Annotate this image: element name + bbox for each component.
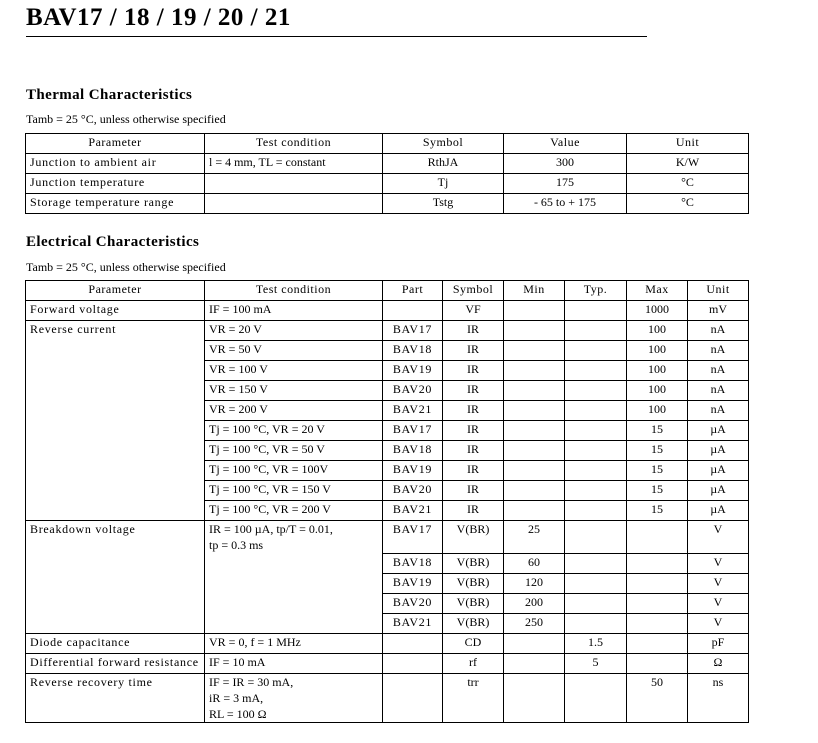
min-cell	[504, 633, 565, 653]
max-cell: 15	[627, 461, 688, 481]
symbol-cell: IR	[443, 481, 504, 501]
unit-cell: nA	[688, 361, 749, 381]
condition-line: RL = 100 Ω	[209, 706, 267, 721]
condition-cell: VR = 0, f = 1 MHz	[205, 633, 383, 653]
min-cell: 60	[504, 553, 565, 573]
param-cell	[26, 381, 205, 401]
max-cell	[627, 593, 688, 613]
title-underline	[26, 36, 647, 37]
min-cell	[504, 501, 565, 521]
condition-cell	[205, 573, 383, 593]
table-row	[26, 593, 749, 613]
min-cell	[504, 461, 565, 481]
table-row	[26, 441, 749, 461]
min-cell: 25	[504, 521, 565, 554]
header-cell: Symbol	[443, 281, 504, 301]
typ-cell	[565, 341, 627, 361]
max-cell	[627, 633, 688, 653]
unit-cell: nA	[688, 381, 749, 401]
table-header-row	[26, 281, 749, 301]
part-cell: BAV19	[383, 461, 443, 481]
part-cell: BAV21	[383, 613, 443, 633]
max-cell: 50	[627, 673, 688, 722]
part-cell: BAV17	[383, 521, 443, 554]
table-row	[26, 154, 749, 174]
part-cell: BAV19	[383, 361, 443, 381]
typ-cell	[565, 461, 627, 481]
unit-cell: nA	[688, 321, 749, 341]
min-cell: 200	[504, 593, 565, 613]
table-row	[26, 321, 749, 341]
typ-cell	[565, 481, 627, 501]
param-cell	[26, 553, 205, 573]
table-row	[26, 481, 749, 501]
symbol-cell: IR	[443, 361, 504, 381]
max-cell	[627, 613, 688, 633]
typ-cell	[565, 553, 627, 573]
condition-cell: Tj = 100 °C, VR = 200 V	[205, 501, 383, 521]
header-cell: Parameter	[26, 134, 205, 154]
param-cell: Reverse recovery time	[26, 673, 205, 722]
table-row	[26, 633, 749, 653]
symbol-cell: IR	[443, 461, 504, 481]
unit-cell: V	[688, 573, 749, 593]
table-row	[26, 341, 749, 361]
typ-cell	[565, 521, 627, 554]
unit-cell: V	[688, 613, 749, 633]
max-cell: 100	[627, 401, 688, 421]
typ-cell	[565, 301, 627, 321]
part-cell: BAV20	[383, 593, 443, 613]
unit-cell: µA	[688, 501, 749, 521]
condition-cell	[205, 194, 383, 214]
unit-cell: ns	[688, 673, 749, 722]
table-row	[26, 653, 749, 673]
table-row	[26, 361, 749, 381]
max-cell: 100	[627, 381, 688, 401]
part-cell: BAV18	[383, 341, 443, 361]
unit-cell: µA	[688, 461, 749, 481]
symbol-cell: IR	[443, 381, 504, 401]
param-cell	[26, 361, 205, 381]
max-cell: 15	[627, 501, 688, 521]
typ-cell	[565, 381, 627, 401]
condition-cell	[205, 521, 383, 554]
condition-cell: VR = 50 V	[205, 341, 383, 361]
param-cell	[26, 441, 205, 461]
condition-cell: VR = 200 V	[205, 401, 383, 421]
header-cell: Parameter	[26, 281, 205, 301]
header-cell: Unit	[688, 281, 749, 301]
table-row	[26, 194, 749, 214]
condition-cell: VR = 20 V	[205, 321, 383, 341]
symbol-cell: V(BR)	[443, 573, 504, 593]
electrical-table	[25, 280, 749, 723]
min-cell	[504, 301, 565, 321]
value-cell: 175	[504, 174, 627, 194]
typ-cell	[565, 573, 627, 593]
part-cell: BAV19	[383, 573, 443, 593]
min-cell	[504, 421, 565, 441]
condition-line: IF = IR = 30 mA,	[209, 674, 294, 689]
header-cell: Part	[383, 281, 443, 301]
part-cell	[383, 633, 443, 653]
table-row	[26, 501, 749, 521]
header-cell: Test condition	[205, 134, 383, 154]
header-cell: Typ.	[565, 281, 627, 301]
condition-cell: IF = 10 mA	[205, 653, 383, 673]
param-cell	[26, 341, 205, 361]
condition-cell: Tj = 100 °C, VR = 100V	[205, 461, 383, 481]
param-cell	[26, 481, 205, 501]
table-row	[26, 573, 749, 593]
symbol-cell: IR	[443, 441, 504, 461]
typ-cell	[565, 673, 627, 722]
table-header-row	[26, 134, 749, 154]
condition-cell	[205, 673, 383, 722]
table-row	[26, 521, 749, 554]
min-cell: 250	[504, 613, 565, 633]
condition-cell: l = 4 mm, TL = constant	[205, 154, 383, 174]
min-cell	[504, 673, 565, 722]
condition-cell	[205, 553, 383, 573]
symbol-cell: rf	[443, 653, 504, 673]
unit-cell: V	[688, 521, 749, 554]
param-cell: Forward voltage	[26, 301, 205, 321]
thermal-section-title: Thermal Characteristics	[26, 87, 193, 103]
condition-cell	[205, 174, 383, 194]
symbol-cell: V(BR)	[443, 521, 504, 554]
typ-cell	[565, 401, 627, 421]
part-cell	[383, 673, 443, 722]
param-cell	[26, 593, 205, 613]
min-cell	[504, 361, 565, 381]
condition-cell: Tj = 100 °C, VR = 20 V	[205, 421, 383, 441]
max-cell: 15	[627, 481, 688, 501]
table-row	[26, 613, 749, 633]
condition-cell	[205, 613, 383, 633]
param-cell: Differential forward resistance	[26, 653, 205, 673]
symbol-cell: VF	[443, 301, 504, 321]
symbol-cell: CD	[443, 633, 504, 653]
unit-cell: nA	[688, 341, 749, 361]
unit-cell: Ω	[688, 653, 749, 673]
param-cell	[26, 461, 205, 481]
part-cell: BAV20	[383, 481, 443, 501]
min-cell	[504, 481, 565, 501]
part-cell: BAV17	[383, 321, 443, 341]
max-cell: 15	[627, 421, 688, 441]
typ-cell	[565, 613, 627, 633]
value-cell: 300	[504, 154, 627, 174]
unit-cell: nA	[688, 401, 749, 421]
header-cell: Test condition	[205, 281, 383, 301]
unit-cell: µA	[688, 421, 749, 441]
condition-cell: VR = 100 V	[205, 361, 383, 381]
symbol-cell: Tj	[383, 174, 504, 194]
part-cell: BAV17	[383, 421, 443, 441]
document-title: BAV17 / 18 / 19 / 20 / 21	[26, 4, 291, 31]
symbol-cell: IR	[443, 401, 504, 421]
table-row	[26, 174, 749, 194]
typ-cell	[565, 421, 627, 441]
min-cell	[504, 341, 565, 361]
param-cell	[26, 401, 205, 421]
table-row	[26, 421, 749, 441]
part-cell: BAV21	[383, 401, 443, 421]
condition-line: iR = 3 mA,	[209, 690, 264, 705]
param-cell: Reverse current	[26, 321, 205, 341]
symbol-cell: RthJA	[383, 154, 504, 174]
typ-cell: 5	[565, 653, 627, 673]
param-cell	[26, 613, 205, 633]
symbol-cell: trr	[443, 673, 504, 722]
unit-cell: µA	[688, 441, 749, 461]
electrical-section-title: Electrical Characteristics	[26, 234, 200, 250]
thermal-condition-note: Tamb = 25 °C, unless otherwise specified	[26, 112, 226, 126]
unit-cell: mV	[688, 301, 749, 321]
typ-cell	[565, 321, 627, 341]
table-row	[26, 673, 749, 722]
min-cell	[504, 401, 565, 421]
thermal-table	[25, 133, 749, 214]
typ-cell: 1.5	[565, 633, 627, 653]
max-cell	[627, 521, 688, 554]
condition-line: IR = 100 µA, tp/T = 0.01,	[209, 522, 333, 536]
symbol-cell: IR	[443, 321, 504, 341]
param-cell: Storage temperature range	[26, 194, 205, 214]
part-cell: BAV18	[383, 441, 443, 461]
unit-cell: V	[688, 593, 749, 613]
table-row	[26, 401, 749, 421]
symbol-cell: V(BR)	[443, 593, 504, 613]
min-cell	[504, 381, 565, 401]
part-cell: BAV18	[383, 553, 443, 573]
unit-cell: µA	[688, 481, 749, 501]
max-cell: 15	[627, 441, 688, 461]
part-cell	[383, 301, 443, 321]
max-cell	[627, 653, 688, 673]
min-cell	[504, 441, 565, 461]
symbol-cell: IR	[443, 421, 504, 441]
param-cell	[26, 501, 205, 521]
electrical-condition-note: Tamb = 25 °C, unless otherwise specified	[26, 260, 226, 274]
symbol-cell: V(BR)	[443, 553, 504, 573]
header-cell: Max	[627, 281, 688, 301]
max-cell: 100	[627, 361, 688, 381]
max-cell	[627, 553, 688, 573]
header-cell: Symbol	[383, 134, 504, 154]
min-cell	[504, 653, 565, 673]
symbol-cell: IR	[443, 501, 504, 521]
param-cell: Breakdown voltage	[26, 521, 205, 554]
condition-cell: Tj = 100 °C, VR = 150 V	[205, 481, 383, 501]
max-cell: 100	[627, 341, 688, 361]
symbol-cell: V(BR)	[443, 613, 504, 633]
param-cell: Junction temperature	[26, 174, 205, 194]
typ-cell	[565, 501, 627, 521]
max-cell	[627, 573, 688, 593]
symbol-cell: IR	[443, 341, 504, 361]
condition-cell: Tj = 100 °C, VR = 50 V	[205, 441, 383, 461]
condition-line: tp = 0.3 ms	[209, 538, 264, 552]
header-cell: Min	[504, 281, 565, 301]
part-cell: BAV20	[383, 381, 443, 401]
max-cell: 1000	[627, 301, 688, 321]
param-cell	[26, 421, 205, 441]
unit-cell: °C	[627, 174, 749, 194]
unit-cell: °C	[627, 194, 749, 214]
table-row	[26, 553, 749, 573]
typ-cell	[565, 441, 627, 461]
condition-cell: IF = 100 mA	[205, 301, 383, 321]
table-row	[26, 301, 749, 321]
value-cell: - 65 to + 175	[504, 194, 627, 214]
header-cell: Value	[504, 134, 627, 154]
header-cell: Unit	[627, 134, 749, 154]
min-cell: 120	[504, 573, 565, 593]
unit-cell: pF	[688, 633, 749, 653]
param-cell: Junction to ambient air	[26, 154, 205, 174]
symbol-cell: Tstg	[383, 194, 504, 214]
max-cell: 100	[627, 321, 688, 341]
part-cell: BAV21	[383, 501, 443, 521]
unit-cell: K/W	[627, 154, 749, 174]
param-cell	[26, 573, 205, 593]
condition-cell: VR = 150 V	[205, 381, 383, 401]
condition-cell	[205, 593, 383, 613]
typ-cell	[565, 593, 627, 613]
typ-cell	[565, 361, 627, 381]
min-cell	[504, 321, 565, 341]
table-row	[26, 381, 749, 401]
table-row	[26, 461, 749, 481]
param-cell: Diode capacitance	[26, 633, 205, 653]
part-cell	[383, 653, 443, 673]
unit-cell: V	[688, 553, 749, 573]
